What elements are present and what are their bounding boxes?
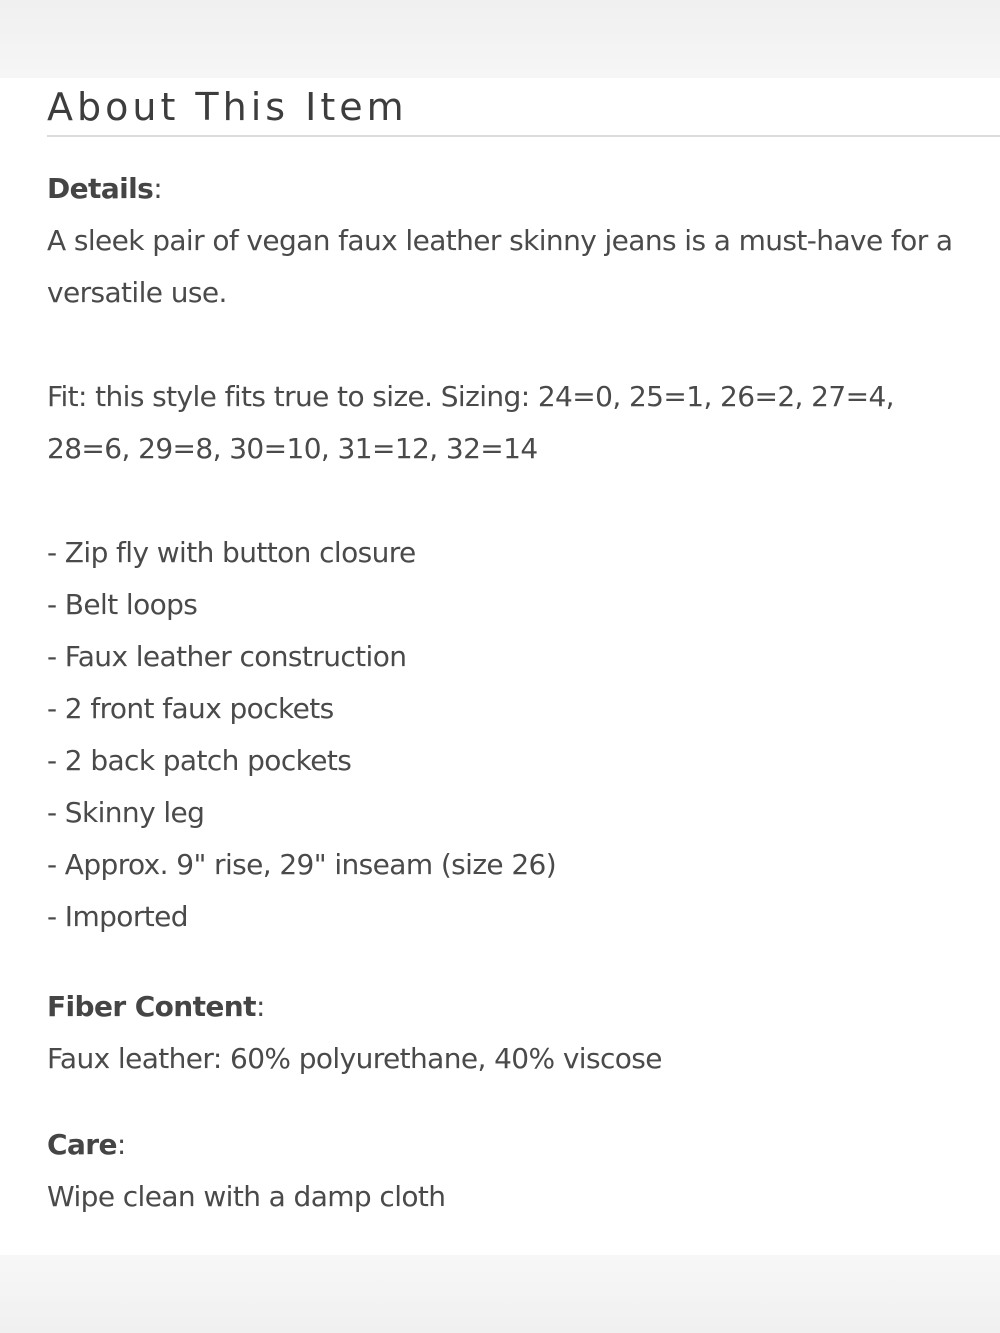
feature-item: - 2 back patch pockets [47, 744, 352, 777]
bottom-background [0, 1255, 1000, 1333]
fiber-heading [47, 981, 967, 1033]
spacer [47, 1085, 967, 1119]
details-label: Details [47, 172, 154, 205]
feature-item: - Approx. 9" rise, 29" inseam (size 26) [47, 848, 557, 881]
fiber-content-label: Fiber Content [47, 990, 256, 1023]
feature-item: - Faux leather construction [47, 640, 407, 673]
care-heading [47, 1119, 967, 1171]
spacer [47, 319, 967, 371]
fiber-content-value: Faux leather: 60% polyurethane, 40% viscose [47, 1042, 662, 1075]
feature-item: - Zip fly with button closure [47, 536, 416, 569]
spacer [47, 943, 967, 981]
care-value: Wipe clean with a damp cloth [47, 1180, 446, 1213]
feature-list [47, 527, 967, 943]
feature-item: - 2 front faux pockets [47, 692, 334, 725]
care-colon: : [116, 1128, 126, 1161]
section-title: About This Item [47, 85, 408, 129]
title-divider [47, 135, 1000, 137]
details-description: A sleek pair of vegan faux leather skinny jeans is a must-have for a versatile use. [47, 224, 953, 309]
feature-item: - Imported [47, 900, 188, 933]
spacer [47, 475, 967, 527]
feature-item: - Skinny leg [47, 796, 205, 829]
care-label: Care [47, 1128, 117, 1161]
top-background [0, 0, 1000, 78]
fiber-colon: : [255, 990, 265, 1023]
feature-item: - Belt loops [47, 588, 198, 621]
item-details [47, 163, 967, 1223]
details-heading [47, 163, 967, 215]
fit-text: Fit: this style fits true to size. Sizing: 24=0, 25=1, 26=2, 27=4, 28=6, 29=8, 30=10, 31=12, 32=14 [47, 380, 894, 465]
details-colon: : [153, 172, 163, 205]
